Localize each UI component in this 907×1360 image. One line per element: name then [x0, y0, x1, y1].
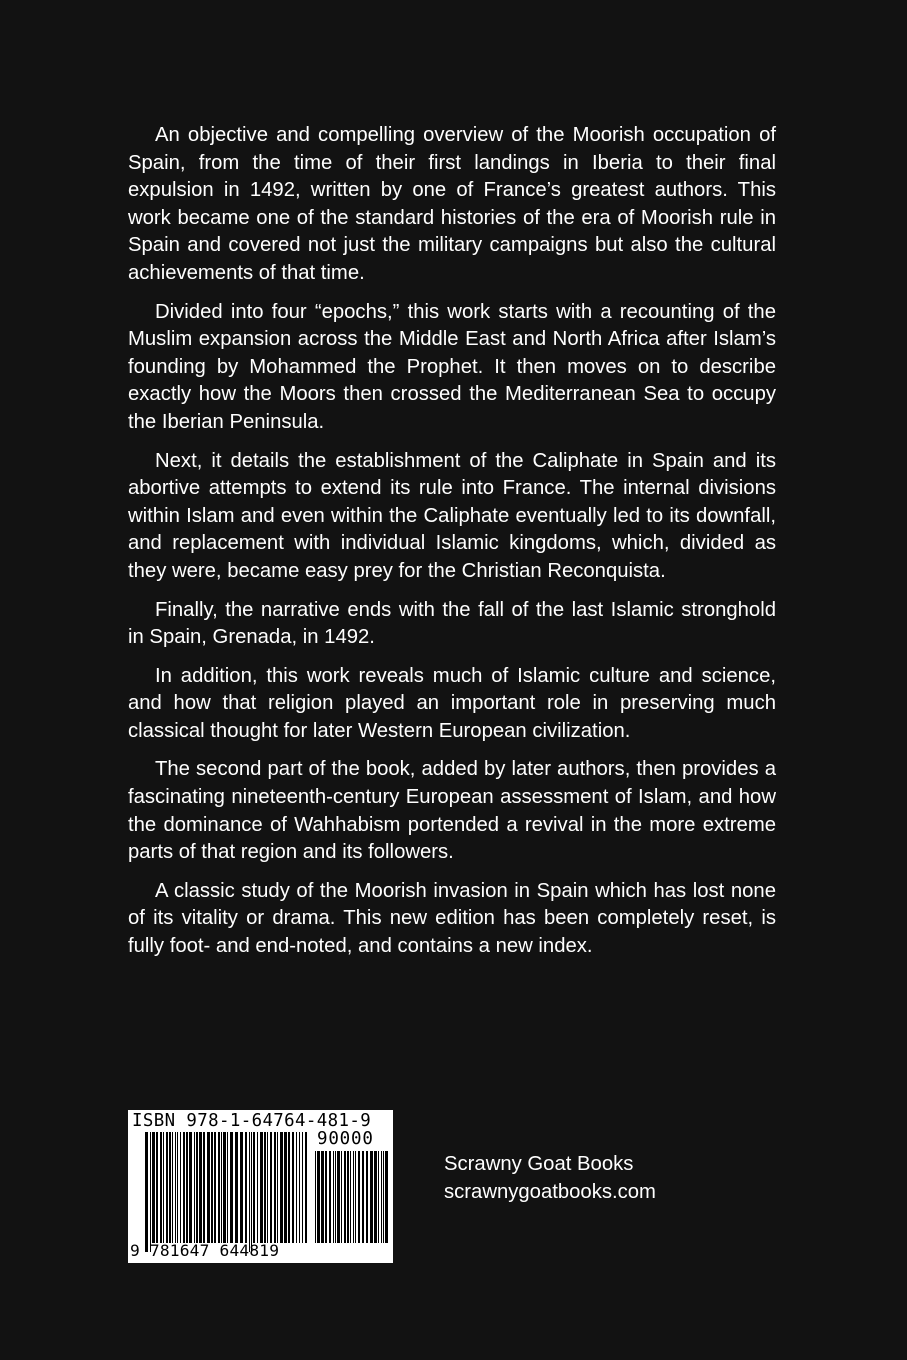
barcode-bar — [270, 1132, 272, 1243]
isbn-barcode — [128, 1110, 393, 1263]
barcode-bar — [223, 1132, 226, 1243]
barcode-bar — [305, 1132, 307, 1243]
barcode-bar — [166, 1132, 168, 1243]
barcode-bar — [329, 1151, 331, 1243]
barcode-bar — [183, 1132, 185, 1243]
barcode-bar — [245, 1132, 247, 1243]
barcode-bar — [315, 1151, 316, 1243]
barcode-bar — [350, 1151, 351, 1243]
barcode-bar — [296, 1132, 297, 1243]
barcode-bar — [240, 1132, 243, 1243]
barcode-bar — [260, 1132, 263, 1243]
barcode-bar — [347, 1151, 349, 1243]
barcode-bar — [288, 1132, 290, 1243]
barcode-bar — [251, 1132, 252, 1252]
barcode-bar — [227, 1132, 228, 1243]
ean-digits: 9 781647 644819 — [130, 1241, 280, 1260]
barcode-bar — [211, 1132, 213, 1243]
barcode-bar — [385, 1151, 388, 1243]
barcode-bar — [344, 1151, 346, 1243]
barcode-bar — [274, 1132, 276, 1243]
barcode-bar — [218, 1132, 220, 1243]
barcode-bar — [196, 1132, 198, 1243]
barcode-bar — [358, 1151, 360, 1243]
barcode-bar — [353, 1151, 354, 1243]
barcode-bar — [277, 1132, 278, 1243]
barcode-bar — [302, 1132, 303, 1243]
barcode-bar — [160, 1132, 162, 1243]
barcode-bar — [257, 1132, 258, 1243]
blurb-paragraph: Divided into four “epochs,” this work starts with a recounting of the Muslim expansion across the Middle East and North Africa after Islam’s founding by Mohammed the Prophet. It then moves on to describe exactly how the Moors then crossed the Mediterranean Sea to occupy the Iberian Peninsula. — [128, 300, 776, 433]
barcode-bar — [317, 1151, 320, 1243]
barcode-bar — [163, 1132, 164, 1243]
publisher-url: scrawnygoatbooks.com — [444, 1180, 656, 1203]
barcode-bar — [335, 1151, 336, 1243]
blurb-paragraph: A classic study of the Moorish invasion in Spain which has lost none of its vitality or drama. This new edition has been completely reset, is fully foot- and end-noted, and contains a new index. — [128, 879, 776, 958]
barcode-bar — [333, 1151, 334, 1243]
barcode-bar — [362, 1151, 364, 1243]
barcode-bar — [186, 1132, 188, 1243]
barcode-bar — [189, 1132, 192, 1243]
barcode-bar — [199, 1132, 202, 1243]
blurb-paragraph: In addition, this work reveals much of Islamic culture and science, and how that religion played an important role in preserving much classical thought for later Western European civilization. — [128, 664, 776, 742]
barcode-bar — [370, 1151, 373, 1243]
barcode-bar — [355, 1151, 356, 1243]
barcode-bar — [203, 1132, 205, 1243]
barcode-bar — [169, 1132, 171, 1243]
barcode-bar — [180, 1132, 181, 1243]
barcode-bar — [383, 1151, 384, 1243]
blurb-paragraph: The second part of the book, added by later authors, then provides a fascinating nineteenth-century European assessment of Islam, and how the dominance of Wahhabism portended a revival in the more extreme parts of that region and its followers. — [128, 758, 776, 864]
barcode-bar — [172, 1132, 173, 1243]
publisher-name: Scrawny Goat Books — [444, 1153, 634, 1175]
blurb-paragraph: Next, it details the establishment of the Caliphate in Spain and its abortive attempts to extend its rule into France. The internal divisions within Islam and even within the Caliphate eventually led to its downfall, and replacement with individual Islamic kingdoms, which, divided as they were, became easy prey for the Christian Reconquista. — [128, 449, 776, 582]
barcode-bar — [175, 1132, 176, 1243]
barcode-bar — [156, 1132, 158, 1243]
blurb-paragraph: An objective and compelling overview of the Moorish occupation of Spain, from the time of their first landings in Iberia to their final expulsion in 1492, written by one of France’s greatest authors. This work became one of the standard histories of the era of Moorish rule in Spain and covered not just the military campaigns but also the cultural achievements of that time. — [128, 124, 776, 284]
barcode-bar — [221, 1132, 222, 1243]
isbn-label: ISBN 978-1-64764-481-9 — [132, 1111, 372, 1131]
barcode-bar — [264, 1132, 266, 1243]
price-barcode-bars — [314, 1151, 388, 1252]
barcode-bar — [325, 1151, 327, 1243]
barcode-bar — [145, 1132, 148, 1252]
barcode-bar — [267, 1132, 268, 1243]
book-blurb — [128, 122, 776, 972]
barcode-bar — [366, 1151, 368, 1243]
barcode-bar — [374, 1151, 377, 1243]
barcode-bar — [341, 1151, 342, 1243]
barcode-bar — [321, 1151, 324, 1243]
barcode-bar — [150, 1132, 151, 1252]
ean-barcode-bars — [144, 1132, 308, 1252]
barcode-bar — [194, 1132, 195, 1243]
barcode-bar — [292, 1132, 294, 1243]
barcode-bar — [378, 1151, 379, 1243]
price-code: 90000 — [317, 1129, 374, 1149]
barcode-bar — [284, 1132, 287, 1243]
barcode-bar — [152, 1132, 155, 1243]
barcode-bar — [235, 1132, 238, 1243]
barcode-bar — [230, 1132, 233, 1243]
publisher-info — [444, 1151, 656, 1206]
barcode-bar — [214, 1132, 216, 1243]
barcode-bar — [381, 1151, 382, 1243]
barcode-bar — [253, 1132, 255, 1243]
blurb-paragraph: Finally, the narrative ends with the fall of the last Islamic stronghold in Spain, Grenada, in 1492. — [128, 598, 776, 649]
barcode-bar — [177, 1132, 178, 1243]
barcode-bar — [280, 1132, 283, 1243]
barcode-bar — [249, 1132, 250, 1252]
barcode-bar — [299, 1132, 300, 1243]
barcode-bar — [337, 1151, 340, 1243]
barcode-bar — [207, 1132, 210, 1243]
